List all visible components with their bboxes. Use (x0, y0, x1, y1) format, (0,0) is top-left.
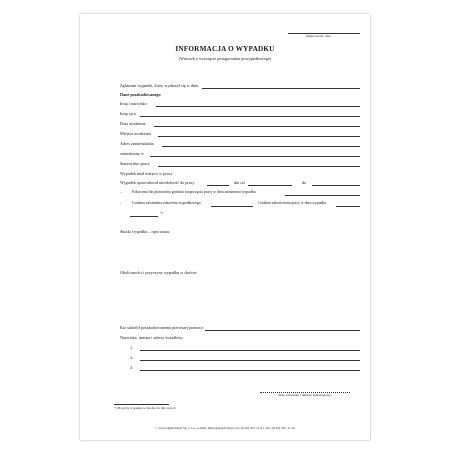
footer-contact: © www.signform.pl Sp. z o.o., e-mail: biuro@signform.pl, tel. (0-22) 337-11-51, fax. (0-22) 337-11-52 (155, 426, 295, 430)
address-label: Adres zamieszkania (120, 141, 154, 146)
form-sheet (80, 14, 370, 440)
leave-days-label: Wypadek spowodował niezdolność do pracy (120, 180, 195, 185)
place-label: Wypadek miał miejsce w pracy (120, 171, 173, 176)
birth-place-label: Miejsce urodzenia (120, 131, 151, 136)
job-position-label: Stanowisko pracy (120, 161, 150, 166)
witness-number-2: 2. (130, 355, 134, 360)
injuries-label: Skutki wypadku – opis urazu: (120, 229, 171, 234)
form-subtitle: (Wniosek o wszczęcie postępowania powypadkowego) (178, 56, 272, 61)
first-aid-field[interactable] (205, 330, 360, 331)
name-label: Imię i nazwisko (120, 101, 147, 106)
employed-at-label: zatrudniony w (120, 151, 145, 156)
form-title: INFORMACJA O WYPADKU (175, 45, 275, 53)
incident-time-label: Godzina zaistnienia zdarzenia wypadkowego (132, 201, 201, 205)
signature-caption: imię, nazwisko i funkcja zgłaszającego (278, 393, 332, 397)
end-time-label: Godzina zakończenia pracy w dniu wypadku (258, 201, 327, 205)
start-time-field[interactable] (285, 195, 360, 196)
start-time-label: Faktyczna lub planowana godzina rozpoczęcia pracy w dniu zaistnienia wypadku (132, 190, 256, 194)
report-date-field[interactable] (202, 88, 360, 89)
leave-days-field[interactable] (207, 185, 229, 186)
circumstances-label: Okoliczności i przyczyny wypadku w skrócie: (120, 270, 198, 275)
days-to-field[interactable] (312, 185, 360, 186)
footnote-ref: *) (160, 211, 163, 215)
report-intro-label: Zgłaszam wypadek, który wydarzył się w dniu (120, 83, 199, 88)
bullet-dash-2: - (120, 201, 122, 206)
end-time-field-a[interactable] (336, 206, 360, 207)
footnote-rule (114, 404, 169, 405)
father-name-label: Imię ojca (120, 111, 136, 116)
witness-number-1: 1. (130, 345, 134, 350)
birth-date-label: Data urodzenia (120, 121, 146, 126)
witness-field-1[interactable] (140, 350, 360, 351)
days-from-label: dni od (234, 180, 245, 185)
incident-time-field[interactable] (211, 206, 253, 207)
end-time-field-b[interactable] (130, 216, 158, 217)
birth-date-field[interactable] (154, 126, 360, 127)
days-from-field[interactable] (248, 185, 292, 186)
witness-field-3[interactable] (140, 370, 360, 371)
witness-number-3: 3. (130, 365, 134, 370)
address-field[interactable] (162, 146, 360, 147)
name-field[interactable] (156, 106, 360, 107)
bullet-dash-1: - (120, 190, 122, 195)
footnote-text: *) Dotyczy wypadku w drodze do lub z pracy (114, 406, 176, 410)
job-position-field[interactable] (158, 166, 360, 167)
witnesses-label: Nazwiska, imiona i adresy świadków: (120, 335, 184, 340)
father-name-field[interactable] (140, 116, 360, 117)
victim-section-heading: Dane poszkodowanego (120, 92, 161, 97)
witness-field-2[interactable] (140, 360, 360, 361)
place-date-caption: miejscowość, data (306, 34, 331, 38)
employed-at-field[interactable] (150, 156, 360, 157)
birth-place-field[interactable] (158, 136, 360, 137)
first-aid-label: Kto udzielił poszkodowanemu pierwszej pomocy: (120, 325, 204, 330)
days-to-label: do (302, 180, 307, 185)
